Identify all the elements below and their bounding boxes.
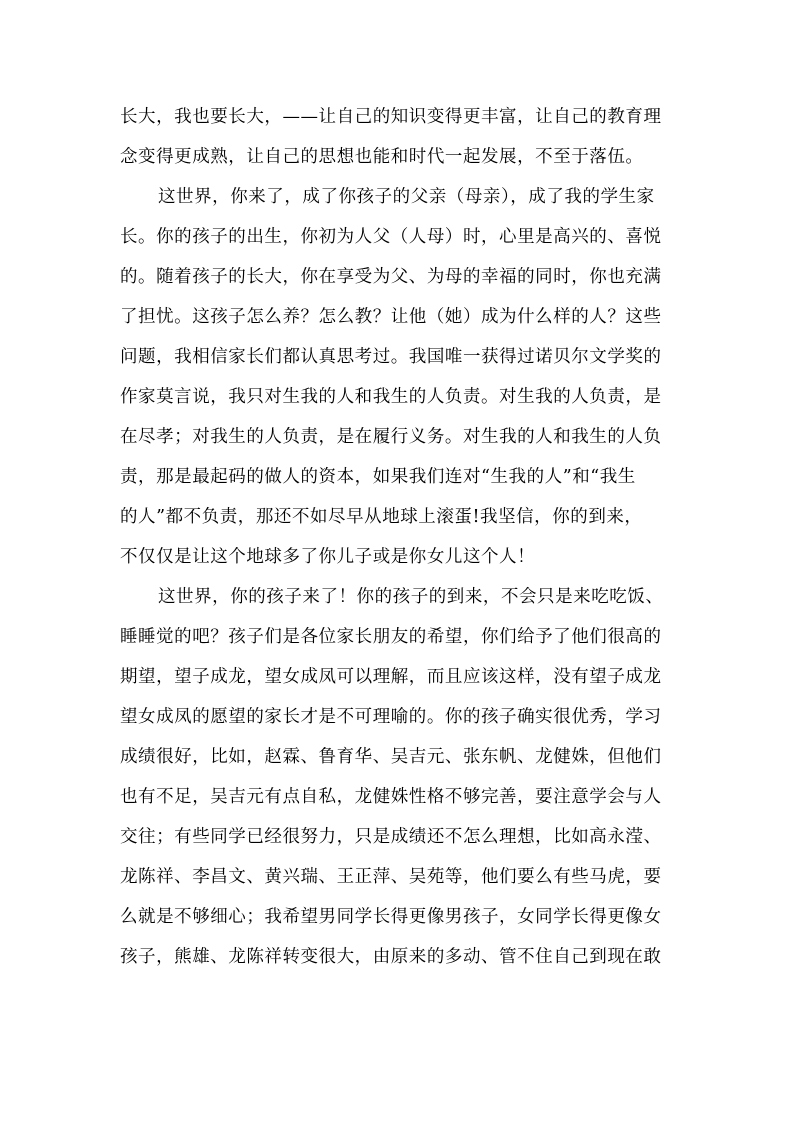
text-line: 不仅仅是让这个地球多了你儿子或是你女儿这个人！ <box>120 547 536 567</box>
text-line: 孩子，熊雄、龙陈祥转变很大，由原来的多动、管不住自己到现在敢 <box>120 947 662 967</box>
text-line: 成绩很好，比如，赵霖、鲁育华、吴吉元、张东帆、龙健姝，但他们 <box>120 747 662 767</box>
paragraph-start-line: 这世界，你的孩子来了！你的孩子的到来，不会只是来吃吃饭、 <box>158 587 664 607</box>
text-line: 交往；有些同学已经很努力，只是成绩还不怎么理想，比如高永滢、 <box>120 827 662 847</box>
text-line: 望女成凤的愿望的家长才是不可理喻的。你的孩子确实很优秀，学习 <box>120 707 662 727</box>
text-line: 也有不足，吴吉元有点自私，龙健姝性格不够完善，要注意学会与人 <box>120 787 662 807</box>
text-line: 作家莫言说，我只对生我的人和我生的人负责。对生我的人负责，是 <box>120 387 662 407</box>
text-line: 睡睡觉的吧？孩子们是各位家长朋友的希望，你们给予了他们很高的 <box>120 627 662 647</box>
text-line: 的。随着孩子的长大，你在享受为父、为母的幸福的同时，你也充满 <box>120 267 662 287</box>
text-line: 了担忧。这孩子怎么养？怎么教？让他（她）成为什么样的人？这些 <box>120 307 662 327</box>
paragraph-start-line: 这世界，你来了，成了你孩子的父亲（母亲），成了我的学生家 <box>158 187 655 207</box>
text-line: 责，那是最起码的做人的资本，如果我们连对“生我的人”和“我生 <box>120 467 636 487</box>
text-line: 长。你的孩子的出生，你初为人父（人母）时，心里是高兴的、喜悦 <box>120 227 662 247</box>
text-line: 在尽孝；对我生的人负责，是在履行义务。对生我的人和我生的人负 <box>120 427 662 447</box>
text-line: 念变得更成熟，让自己的思想也能和时代一起发展，不至于落伍。 <box>120 147 644 167</box>
text-line: 期望，望子成龙，望女成凤可以理解，而且应该这样，没有望子成龙 <box>120 667 662 687</box>
text-line: 龙陈祥、李昌文、黄兴瑞、王正萍、吴苑等，他们要么有些马虎，要 <box>120 867 662 887</box>
text-line: 长大，我也要长大，——让自己的知识变得更丰富，让自己的教育理 <box>120 107 662 127</box>
text-line: 问题，我相信家长们都认真思考过。我国唯一获得过诺贝尔文学奖的 <box>120 347 662 367</box>
text-line: 的人”都不负责，那还不如尽早从地球上滚蛋!我坚信，你的到来， <box>120 507 643 527</box>
text-line: 么就是不够细心；我希望男同学长得更像男孩子，女同学长得更像女 <box>120 907 662 927</box>
